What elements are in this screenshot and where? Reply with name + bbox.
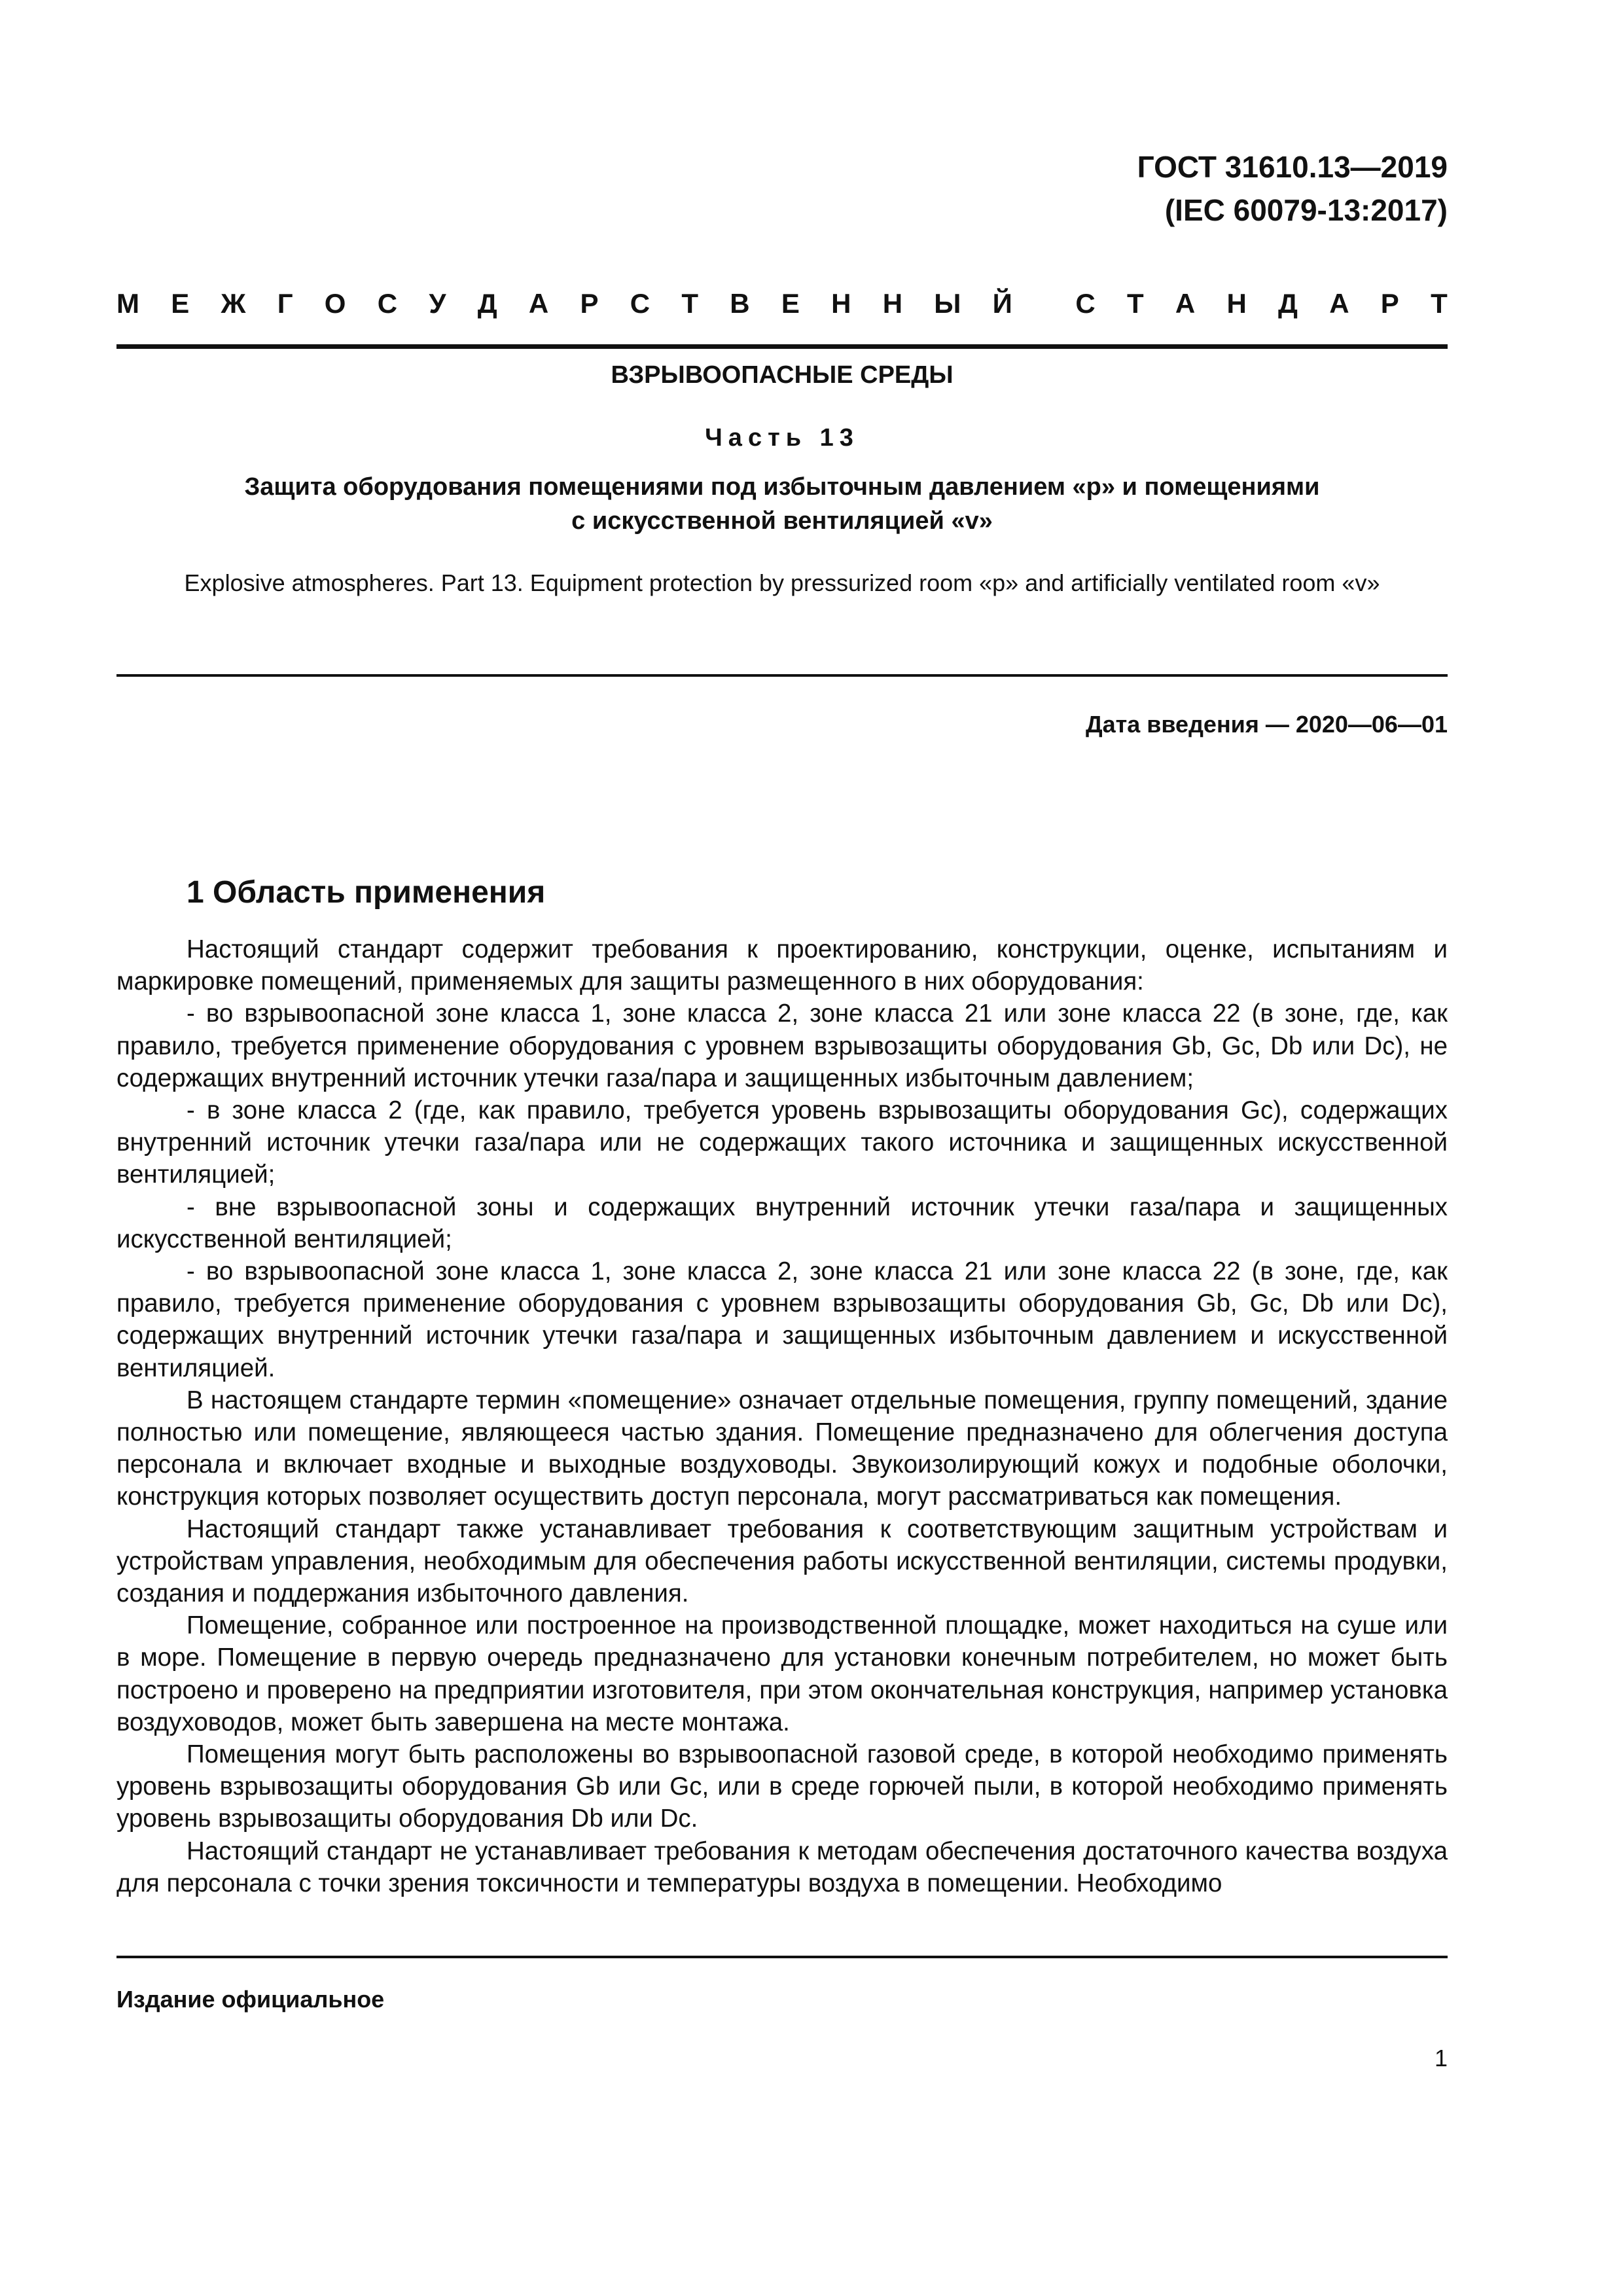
part-label: Часть 13 [705,424,859,452]
letter: С [377,288,398,319]
letter: А [528,288,549,319]
section-body [116,933,1448,1899]
letter: В [730,288,750,319]
letter: А [1175,288,1196,319]
letter: Й [992,288,1012,319]
subtitle-line: Защита оборудования помещениями под избыточным давлением «р» и помещениями [244,473,1320,501]
list-item: - в зоне класса 2 (где, как правило, требуется уровень взрывозащиты оборудования Gc), содержащих внутренний источник утечки газа/пара или не содержащих такого источника и защищенных искусственной вентиляцией; [116,1096,1448,1189]
edition-label: Издание официальное [116,1986,385,2013]
paragraph: Помещение, собранное или построенное на производственной площадке, может находиться на суше или в море. Помещение в первую очередь предназначено для установки конечным потребителем, но может быть построено и проверено на предприятии изготовителя, при этом окончательная конструкция, например установка воздуховодов, может быть завершена на месте монтажа. [116,1611,1448,1736]
page-number: 1 [1434,2045,1448,2072]
letter: Н [831,288,851,319]
section-heading: 1 Область применения [187,875,546,910]
letter: Н [882,288,903,319]
letter: С [630,288,651,319]
main-title: ВЗРЫВООПАСНЫЕ СРЕДЫ [611,361,954,389]
list-item: - во взрывоопасной зоне класса 1, зоне класса 2, зоне класса 21 или зоне класса 22 (в зоне, где, как правило, требуется применение оборудования с уровнем взрывозащиты оборудования Gb, Gc, Db или Dc), не содержащих внутренний источник утечки газа/пара и защищенных избыточным давлением; [116,999,1448,1092]
letter: Т [1126,288,1144,319]
letter: М [116,288,139,319]
letter: У [429,288,446,319]
letter: С [1075,288,1096,319]
letter: О [324,288,346,319]
iec-number: (IEC 60079-13:2017) [1164,193,1448,227]
interstate-standard-label [116,288,1448,319]
header-divider [116,344,1448,349]
paragraph: Настоящий стандарт также устанавливает требования к соответствующим защитным устройствам и устройствам управления, необходимым для обеспечения работы искусственной вентиляции, системы продувки, создания и поддержания избыточного давления. [116,1515,1448,1608]
paragraph: В настоящем стандарте термин «помещение» означает отдельные помещения, группу помещений, здание полностью или помещение, являющееся частью здания. Помещение предназначено для облегчения доступа персонала и включает входные и выходные воздуховоды. Звукоизолирующий кожух и подобные оболочки, конструкция которых позволяет осуществить доступ персонала, могут рассматриваться как помещения. [116,1386,1448,1511]
letter: Р [1380,288,1399,319]
subtitle-line: с искусственной вентиляцией «v» [571,507,993,535]
letter: Т [681,288,698,319]
title-divider [116,674,1448,677]
paragraph: Настоящий стандарт не устанавливает требования к методам обеспечения достаточного качества воздуха для персонала с точки зрения токсичности и температуры воздуха в помещении. Необходимо [116,1837,1448,1897]
gost-number: ГОСТ 31610.13—2019 [1137,150,1448,184]
letter: Г [277,288,293,319]
letter: Н [1226,288,1247,319]
letter: Р [580,288,599,319]
english-title: Explosive atmospheres. Part 13. Equipment protection by pressurized room «p» and artificially ventilated room «v» [184,569,1380,596]
letter: Д [1278,288,1298,319]
letter: Т [1431,288,1448,319]
letter: Е [171,288,190,319]
letter: Е [781,288,800,319]
letter: Д [477,288,497,319]
footer-divider [116,1956,1448,1958]
list-item: - во взрывоопасной зоне класса 1, зоне класса 2, зоне класса 21 или зоне класса 22 (в зоне, где, как правило, требуется применение оборудования с уровнем взрывозащиты оборудования Gb, Gc, Db или Dc), содержащих внутренний источник утечки газа/пара и защищенных избыточным давлением и искусственной вентиляцией. [116,1257,1448,1382]
letter: Ы [934,288,961,319]
list-item: - вне взрывоопасной зоны и содержащих внутренний источник утечки газа/пара и защищенных искусственной вентиляцией; [116,1193,1448,1253]
gost-designation [1137,145,1448,232]
paragraph: Настоящий стандарт содержит требования к проектированию, конструкции, оценке, испытаниям и маркировке помещений, применяемых для защиты размещенного в них оборудования: [116,935,1448,996]
letter: Ж [221,288,246,319]
letter: А [1329,288,1349,319]
subtitle [116,470,1448,538]
paragraph: Помещения могут быть расположены во взрывоопасной газовой среде, в которой необходимо применять уровень взрывозащиты оборудования Gb или Gc, или в среде горючей пыли, в которой необходимо применять уровень взрывозащиты оборудования Db или Dc. [116,1740,1448,1833]
introduction-date: Дата введения — 2020—06—01 [1085,711,1448,738]
